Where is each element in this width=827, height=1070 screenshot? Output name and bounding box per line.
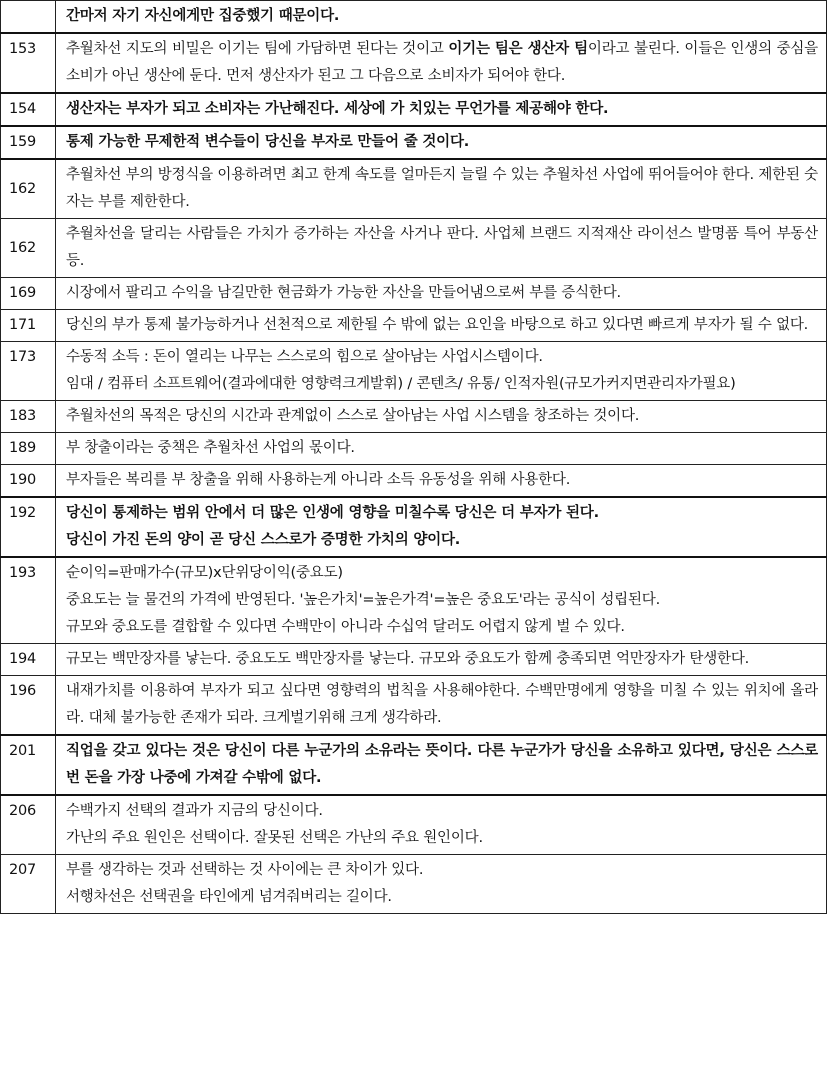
note-cell [56,126,827,159]
note-cell [56,342,827,401]
page-number-cell: 183 [1,401,56,433]
note-line: 규모는 백만장자를 낳는다. 중요도도 백만장자를 낳는다. 규모와 중요도가 함께 충족되면 억만장자가 탄생한다. [66,651,750,667]
page-number-cell: 207 [1,855,56,914]
note-line: 규모와 중요도를 결합할 수 있다면 수백만이 아니라 수십억 달러도 어렵지 않게 벌 수 있다. [66,619,625,635]
note-cell [56,644,827,676]
table-row [1,159,827,219]
page-number-cell: 162 [1,219,56,278]
note-cell [56,401,827,433]
note-line: 당신의 부가 통제 불가능하거나 선천적으로 제한될 수 밖에 없는 요인을 바탕으로 하고 있다면 빠르게 부자가 될 수 없다. [66,317,809,333]
note-text: 추월차선 지도의 비밀은 이기는 팀에 가담하면 된다는 것이고 [66,41,449,57]
table-row [1,219,827,278]
note-cell [56,310,827,342]
note-line: 추월차선을 달리는 사람들은 가치가 증가하는 자산을 사거나 판다. 사업체 브랜드 지적재산 라이선스 발명품 특어 부동산 등. [66,226,818,269]
table-row [1,557,827,644]
note-line: 통제 가능한 무제한적 변수들이 당신을 부자로 만들어 줄 것이다. [66,134,470,150]
note-line: 부 창출이라는 중책은 추월차선 사업의 몫이다. [66,440,355,456]
note-cell [56,497,827,557]
table-row [1,855,827,914]
table-row [1,126,827,159]
note-line: 추월차선의 목적은 당신의 시간과 관계없이 스스로 살아남는 사업 시스템을 창조하는 것이다. [66,408,640,424]
table-row [1,93,827,126]
page-number-cell: 189 [1,433,56,465]
note-cell [56,33,827,93]
note-line: 수동적 소득 : 돈이 열리는 나무는 스스로의 힘으로 살아남는 사업시스템이다. [66,349,543,365]
page-number-cell: 154 [1,93,56,126]
note-line: 생산자는 부자가 되고 소비자는 가난해진다. 세상에 가 치있는 무언가를 제공해야 한다. [66,101,609,117]
notes-table-body [1,1,827,914]
page-number-cell: 159 [1,126,56,159]
table-row [1,278,827,310]
note-line: 간마저 자기 자신에게만 집중했기 때문이다. [66,8,340,24]
page-number-cell: 169 [1,278,56,310]
table-row [1,735,827,795]
page-number-cell: 190 [1,465,56,498]
note-line: 부를 생각하는 것과 선택하는 것 사이에는 큰 차이가 있다. [66,862,424,878]
page-number-cell: 173 [1,342,56,401]
note-line: 직업을 갖고 있다는 것은 당신이 다른 누군가의 소유라는 뜻이다. 다른 누군가가 당신을 소유하고 있다면, 당신은 스스로 번 돈을 가장 나중에 가져갈 수밖에 없다. [66,743,818,786]
note-line: 가난의 주요 원인은 선택이다. 잘못된 선택은 가난의 주요 원인이다. [66,830,483,846]
table-row [1,33,827,93]
note-line: 당신이 가진 돈의 양이 곧 당신 스스로가 증명한 가치의 양이다. [66,532,461,548]
note-line: 수백가지 선택의 결과가 지금의 당신이다. [66,803,323,819]
page-number-cell: 171 [1,310,56,342]
note-bold-text: 이기는 팀은 생산자 팀 [448,41,588,57]
note-cell [56,676,827,736]
note-cell [56,557,827,644]
table-row [1,433,827,465]
note-cell [56,278,827,310]
note-cell [56,735,827,795]
page-number-cell: 206 [1,795,56,855]
table-row [1,342,827,401]
table-row [1,401,827,433]
note-cell [56,795,827,855]
note-cell [56,1,827,34]
table-row [1,497,827,557]
table-row [1,1,827,34]
note-line: 순이익=판매가수(규모)x단위당이익(중요도) [66,565,343,581]
note-line: 추월차선 부의 방정식을 이용하려면 최고 한계 속도를 얼마든지 늘릴 수 있는 추월차선 사업에 뛰어들어야 한다. 제한된 숫자는 부를 제한한다. [66,167,818,210]
note-cell [56,855,827,914]
page-number-cell: 153 [1,33,56,93]
page-number-cell: 162 [1,159,56,219]
table-row [1,795,827,855]
note-cell [56,465,827,498]
table-row [1,676,827,736]
note-cell [56,93,827,126]
note-cell [56,219,827,278]
note-line: 서행차선은 선택권을 타인에게 넘겨줘버리는 길이다. [66,889,392,905]
note-line: 임대 / 컴퓨터 소프트웨어(결과에대한 영향력크게발휘) / 콘텐츠/ 유통/ 인적자원(규모가커지면관리자가필요) [66,376,736,392]
page-number-cell: 193 [1,557,56,644]
page-number-cell: 192 [1,497,56,557]
table-row [1,465,827,498]
note-text: 이라고 불린다. 이들은 인생의 중심을 소비가 아닌 생산에 둔다. 먼저 생산자가 된고 그 다음으로 소비자가 되어야 한다. [66,41,818,84]
table-row [1,310,827,342]
page-number-cell: 196 [1,676,56,736]
page-number-cell: 194 [1,644,56,676]
note-line: 부자들은 복리를 부 창출을 위해 사용하는게 아니라 소득 유동성을 위해 사용한다. [66,472,571,488]
note-line: 시장에서 팔리고 수익을 남길만한 현금화가 가능한 자산을 만들어냄으로써 부를 증식한다. [66,285,621,301]
page-number-cell: 201 [1,735,56,795]
note-line: 중요도는 늘 물건의 가격에 반영된다. '높은가치'=높은가격'=높은 중요도'라는 공식이 성립된다. [66,592,660,608]
note-cell [56,159,827,219]
page-number-cell [1,1,56,34]
note-cell [56,433,827,465]
note-line: 내재가치를 이용하여 부자가 되고 싶다면 영향력의 법칙을 사용해야한다. 수백만명에게 영향을 미칠 수 있는 위치에 올라라. 대체 불가능한 존재가 되라. 크게벌기위해 크게 생각하라. [66,683,818,726]
note-line: 당신이 통제하는 범위 안에서 더 많은 인생에 영향을 미칠수록 당신은 더 부자가 된다. [66,505,599,521]
table-row [1,644,827,676]
